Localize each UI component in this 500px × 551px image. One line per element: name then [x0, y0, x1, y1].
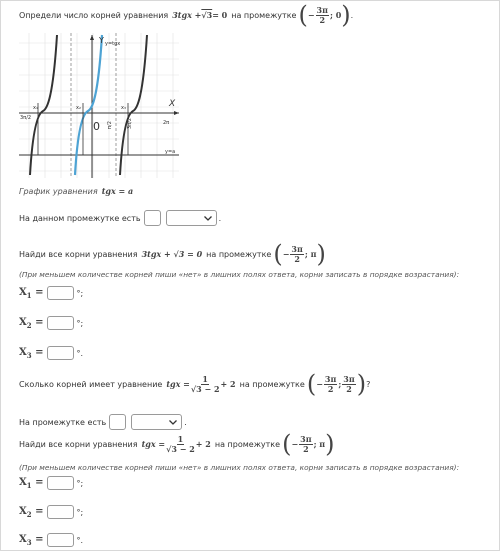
s2-prefix: На промежутке есть	[19, 417, 107, 427]
q1-int-left	[316, 6, 329, 25]
question-1	[19, 1, 354, 29]
q2-root-row-2	[19, 316, 83, 330]
origin-label: 0	[93, 120, 100, 133]
q1-prefix: Определи число корней уравнения	[19, 10, 169, 20]
statement-1	[19, 210, 221, 226]
root-label-2: x₂	[76, 105, 81, 111]
q4-root-2-sub: 2	[26, 509, 32, 519]
q3-on-interval: на промежутке	[239, 379, 305, 389]
graph-grid	[19, 33, 179, 178]
q2-paren-left: (	[273, 240, 283, 268]
s1-end: .	[218, 213, 222, 223]
q4-int-left-den: 2	[303, 443, 309, 454]
q3-semicolon: ;	[338, 379, 342, 389]
q2-root-3-unit: °.	[76, 348, 84, 358]
q1-int-sign: −	[307, 10, 315, 20]
q1-paren-right: )	[341, 1, 351, 29]
q4-frac-den: √3 − 2	[166, 443, 195, 454]
tick-left-label: 3π/2	[20, 115, 32, 121]
q2-on-interval: на промежутке	[206, 249, 272, 259]
tick-mid2-label: 3π/2	[127, 117, 133, 129]
statement-2	[19, 414, 187, 430]
q4-note: (При меньшем количестве корней пиши «нет» в лишних полях ответа, корни записать в порядке возрастания):	[19, 463, 460, 472]
q2-root-1-sub: 1	[26, 290, 32, 300]
q3-frac-num: 1	[202, 373, 208, 384]
q4-root-3-eq: =	[31, 533, 44, 545]
s2-word-select[interactable]	[131, 414, 182, 430]
tick-right-label: 2π	[163, 120, 170, 126]
q4-frac-num: 1	[177, 433, 184, 444]
tan-curve-label: y=tgx	[105, 41, 121, 47]
q4-root-3-name: X	[19, 533, 27, 545]
question-3	[19, 370, 371, 398]
q4-root-1-input[interactable]	[47, 476, 74, 490]
root-label-1: x₁	[33, 105, 38, 111]
q2-root-1-unit: °;	[76, 288, 84, 298]
q3-int-right-num: 3π	[343, 373, 355, 384]
q1-int-left-den: 2	[319, 14, 326, 25]
q3-paren-left: (	[306, 370, 317, 398]
x-axis-arrow	[174, 111, 179, 115]
q4-root-3-sub: 3	[26, 537, 32, 547]
q4-root-1-unit: °;	[76, 478, 84, 488]
question-2	[19, 240, 326, 268]
q2-int-left-den: 2	[294, 253, 300, 264]
q4-root-row-1	[19, 476, 83, 490]
q3-paren-right: )	[356, 370, 367, 398]
root-markers	[38, 103, 128, 155]
q1-end: .	[350, 10, 354, 20]
q4-root-2-eq: =	[31, 505, 44, 517]
q4-root-2-input[interactable]	[47, 505, 74, 519]
q2-root-2-input[interactable]	[47, 316, 74, 330]
q2-root-3-sub: 3	[26, 350, 32, 360]
q4-root-row-3	[19, 533, 83, 547]
q2-root-2-eq: =	[31, 316, 44, 328]
q2-int-left	[290, 245, 303, 264]
q4-paren-left: (	[282, 430, 292, 458]
q2-root-1-name: X	[19, 286, 27, 298]
q4-root-1-eq: =	[31, 476, 44, 488]
x-axis-label: X	[169, 99, 176, 109]
q4-root-2-label	[19, 506, 44, 519]
q2-root-3-eq: =	[31, 346, 44, 358]
q3-int-right	[342, 375, 355, 394]
q4-int-right: ; π	[313, 439, 326, 449]
q2-prefix: Найди все корни уравнения	[19, 249, 138, 259]
q2-root-row-1	[19, 286, 83, 300]
q3-frac-den: √3 − 2	[190, 383, 220, 394]
root-label-3: x₃	[121, 105, 126, 111]
tick-mid1-label: π/2	[107, 121, 113, 129]
graph-caption	[19, 186, 133, 196]
q2-int-left-num: 3π	[291, 243, 303, 254]
s2-count-input[interactable]	[109, 414, 126, 430]
q4-prefix: Найди все корни уравнения	[19, 439, 138, 449]
q4-on-interval: на промежутке	[214, 439, 281, 449]
q2-note: (При меньшем количестве корней пиши «нет» в лишних полях ответа, корни записать в порядке возрастания):	[19, 270, 460, 279]
q2-root-1-input[interactable]	[47, 286, 74, 300]
s1-count-input[interactable]	[144, 210, 161, 226]
q3-end: ?	[366, 379, 371, 389]
q4-paren-right: )	[325, 430, 335, 458]
q2-root-1-label	[19, 287, 44, 300]
q2-paren-right: )	[316, 240, 326, 268]
q4-frac	[166, 435, 195, 454]
q4-plus: + 2	[195, 439, 211, 449]
q1-int-right: ; 0	[329, 10, 342, 20]
q4-root-1-name: X	[19, 476, 27, 488]
chevron-down-icon	[204, 216, 212, 221]
s1-word-select[interactable]	[166, 210, 217, 226]
q2-root-1-eq: =	[31, 286, 44, 298]
q3-frac	[191, 375, 220, 394]
chevron-down-icon	[169, 420, 177, 425]
q4-root-3-unit: °.	[76, 535, 84, 545]
q4-minus: −	[291, 439, 299, 449]
y-axis-arrow	[90, 35, 94, 40]
tangent-graph	[19, 33, 183, 181]
q3-int-right-den: 2	[346, 383, 352, 394]
q2-int-right: ; π	[304, 249, 317, 259]
s2-end: .	[184, 417, 187, 427]
q4-int-left	[299, 435, 312, 454]
q1-int-left-num: 3π	[316, 4, 328, 15]
q4-root-2-unit: °;	[76, 507, 84, 517]
q3-plus: + 2	[220, 379, 236, 389]
q2-root-row-3	[19, 346, 83, 360]
q2-root-2-name: X	[19, 316, 27, 328]
q1-eq-b: = 0	[212, 10, 228, 20]
q4-int-left-num: 3π	[300, 433, 312, 444]
q3-eq-lhs: tgx =	[166, 379, 190, 389]
q1-eq-sqrt: √3	[201, 10, 213, 20]
q3-int-left-den: 2	[327, 383, 334, 394]
q2-root-3-input[interactable]	[47, 346, 74, 360]
s1-prefix: На данном промежутке есть	[19, 213, 141, 223]
q3-prefix: Сколько корней имеет уравнение	[19, 379, 163, 389]
q2-eq: 3tgx + √3 = 0	[141, 249, 203, 259]
q3-int-left-num: 3π	[324, 373, 337, 384]
y-axis-label: Y	[99, 36, 104, 45]
q2-root-2-label	[19, 317, 44, 330]
q1-on-interval: на промежутке	[231, 10, 297, 20]
q4-root-1-sub: 1	[26, 480, 32, 490]
q4-root-3-label	[19, 534, 44, 547]
q2-root-2-sub: 2	[26, 320, 32, 330]
q1-paren-left: (	[298, 1, 308, 29]
graph-caption-text: График уравнения	[19, 186, 98, 196]
line-y-a-label: y=a	[165, 149, 176, 155]
q3-int-left	[324, 375, 337, 394]
q2-root-3-name: X	[19, 346, 27, 358]
q2-root-2-unit: °;	[76, 318, 84, 328]
question-4	[19, 430, 335, 458]
q4-root-2-name: X	[19, 505, 27, 517]
q2-root-3-label	[19, 347, 44, 360]
q3-minus: −	[316, 379, 323, 389]
q4-root-1-label	[19, 477, 44, 490]
q4-eq-lhs: tgx =	[141, 439, 166, 449]
q4-root-3-input[interactable]	[47, 533, 74, 547]
q2-minus: −	[282, 249, 290, 259]
q1-eq-a: 3tgx +	[172, 10, 202, 20]
graph-caption-math: tgx = a	[101, 186, 134, 196]
q4-root-row-2	[19, 505, 83, 519]
